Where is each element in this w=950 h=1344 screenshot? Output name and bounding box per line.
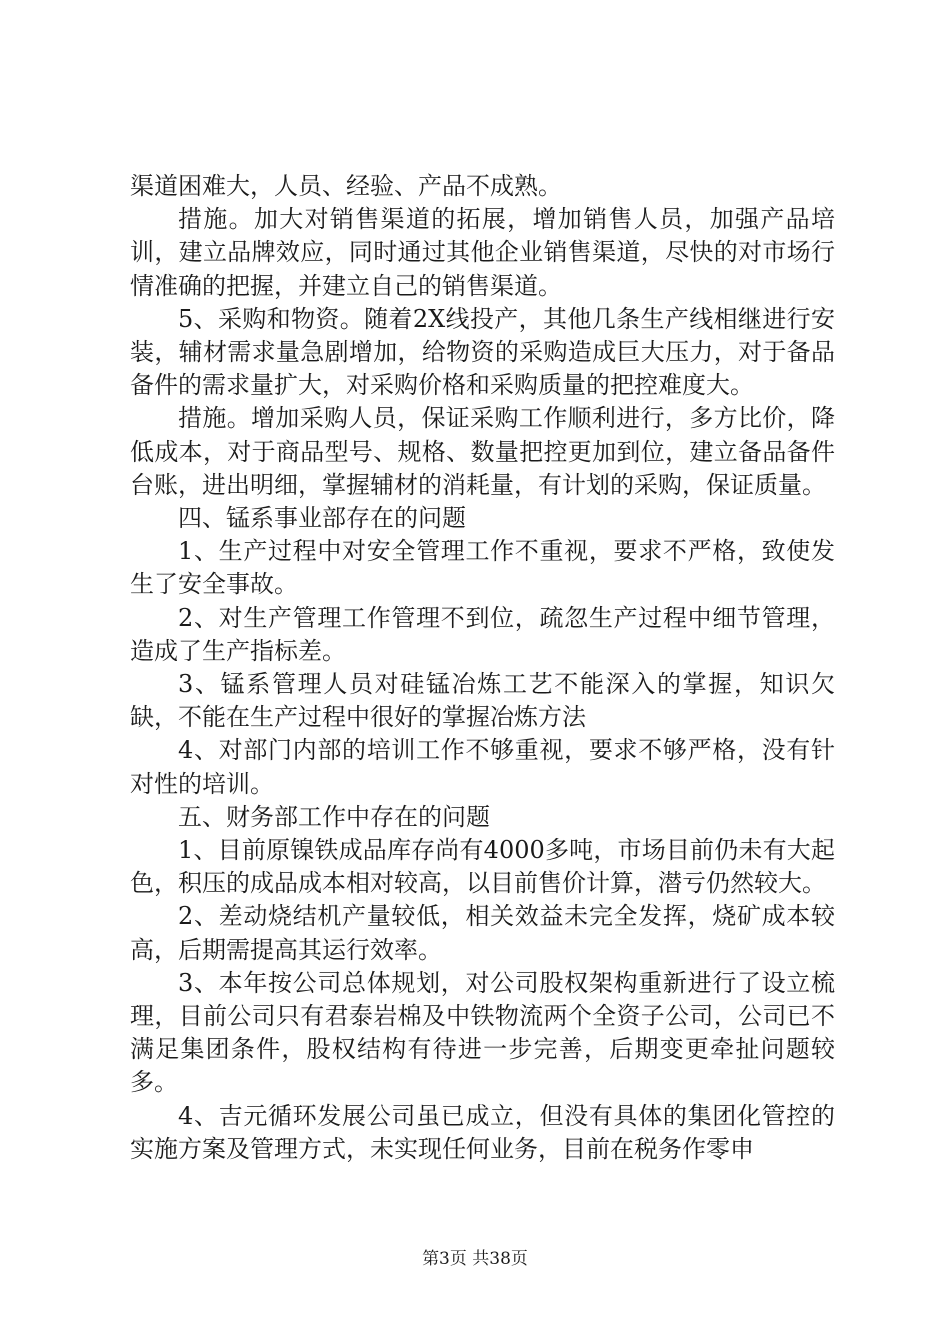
body-text xyxy=(130,170,835,1166)
paragraph-11: 1、目前原镍铁成品库存尚有4000多吨，市场目前仍未有大起色，积压的成品成本相对较高，以目前售价计算，潜亏仍然较大。 xyxy=(130,836,835,898)
paragraph-1: 渠道困难大，人员、经验、产品不成熟。 xyxy=(130,172,562,200)
paragraph-4: 措施。增加采购人员，保证采购工作顺利进行，多方比价，降低成本，对于商品型号、规格、数量把控更加到位，建立备品备件台账，进出明细，掌握辅材的消耗量，有计划的采购，保证质量。 xyxy=(130,404,835,499)
section-heading-5: 五、财务部工作中存在的问题 xyxy=(178,802,490,831)
paragraph-8: 3、锰系管理人员对硅锰冶炼工艺不能深入的掌握，知识欠缺，不能在生产过程中很好的掌握冶炼方法 xyxy=(130,670,835,732)
paragraph-9: 4、对部门内部的培训工作不够重视，要求不够严格，没有针对性的培训。 xyxy=(130,736,835,798)
paragraph-3: 5、采购和物资。随着2X线投产，其他几条生产线相继进行安装，辅材需求量急剧增加，给物资的采购造成巨大压力，对于备品备件的需求量扩大，对采购价格和采购质量的把控难度大。 xyxy=(130,304,835,400)
paragraph-14: 4、吉元循环发展公司虽已成立，但没有具体的集团化管控的实施方案及管理方式，未实现任何业务，目前在税务作零申 xyxy=(130,1101,835,1163)
paragraph-7: 2、对生产管理工作管理不到位，疏忽生产过程中细节管理，造成了生产指标差。 xyxy=(130,603,835,665)
paragraph-12: 2、差动烧结机产量较低，相关效益未完全发挥，烧矿成本较高，后期需提高其运行效率。 xyxy=(130,902,835,964)
paragraph-6: 1、生产过程中对安全管理工作不重视，要求不严格，致使发生了安全事故。 xyxy=(130,537,835,599)
section-heading-4: 四、锰系事业部存在的问题 xyxy=(178,504,466,533)
page-number-footer: 第3页 共38页 xyxy=(422,1249,528,1269)
paragraph-2: 措施。加大对销售渠道的拓展，增加销售人员，加强产品培训，建立品牌效应，同时通过其他企业销售渠道，尽快的对市场行情准确的把握，并建立自己的销售渠道。 xyxy=(130,205,835,300)
paragraph-13: 3、本年按公司总体规划，对公司股权架构重新进行了设立梳理，目前公司只有君泰岩棉及中铁物流两个全资子公司，公司已不满足集团条件，股权结构有待进一步完善，后期变更牵扯问题较多。 xyxy=(130,968,835,1097)
